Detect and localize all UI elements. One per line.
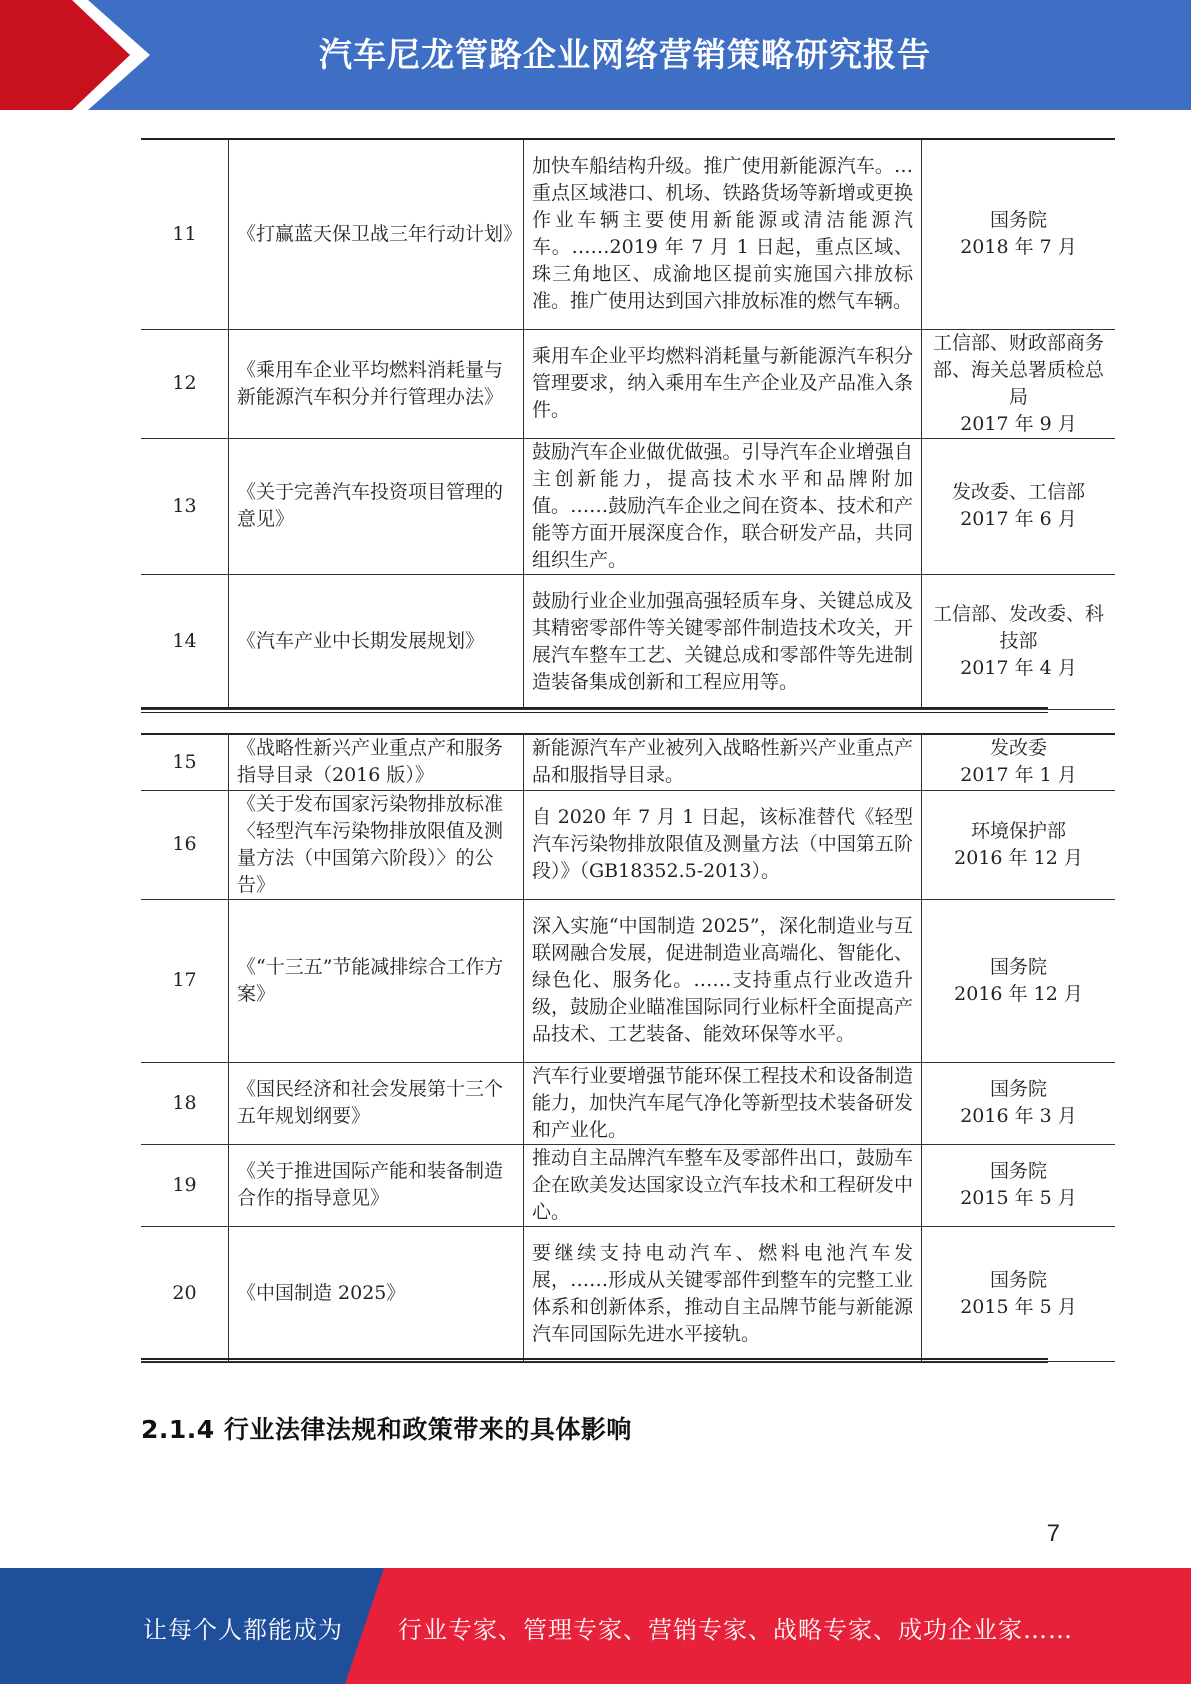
issuer: 发改委 — [989, 737, 1047, 760]
issuer-cell — [922, 438, 1116, 574]
issuer-cell — [922, 1226, 1116, 1361]
issuer-cell — [922, 574, 1116, 709]
policy-name: 《国民经济和社会发展第十三个五年规划纲要》 — [229, 1062, 524, 1144]
issue-date: 2017 年 6 月 — [960, 508, 1077, 530]
issue-date: 2017 年 4 月 — [960, 657, 1077, 679]
issuer: 工信部、财政部商务部、海关总署质检总局 — [932, 331, 1104, 408]
row-number: 12 — [141, 329, 229, 438]
table-row — [141, 899, 1115, 1062]
issuer-cell — [922, 1062, 1116, 1144]
policy-content: 深入实施“中国制造 2025”，深化制造业与互联网融合发展，促进制造业高端化、智能化、绿色化、服务化。……支持重点行业改造升级，鼓励企业瞄准国际同行业标杆全面提高产品技术、工艺装备、能效环保等水平。 — [524, 899, 922, 1062]
row-number: 20 — [141, 1226, 229, 1361]
issuer-cell — [922, 329, 1116, 438]
table-rule — [141, 1362, 1048, 1363]
issue-date: 2017 年 9 月 — [960, 412, 1077, 435]
issuer: 国务院 — [989, 955, 1047, 978]
table-row — [141, 790, 1115, 899]
table-rule — [141, 1358, 1048, 1360]
issuer-cell — [922, 899, 1116, 1062]
issuer: 环境保护部 — [970, 819, 1066, 842]
policy-name: 《关于完善汽车投资项目管理的意见》 — [229, 438, 524, 574]
issuer: 国务院 — [989, 1160, 1047, 1182]
row-number: 15 — [141, 734, 229, 790]
issuer: 国务院 — [989, 1268, 1047, 1291]
issuer: 发改委、工信部 — [951, 481, 1085, 503]
issue-date: 2016 年 12 月 — [954, 846, 1083, 869]
policy-table-part-1 — [141, 138, 1115, 710]
report-title: 汽车尼龙管路企业网络营销策略研究报告 — [319, 35, 931, 74]
table-row — [141, 438, 1115, 574]
table-rule — [141, 707, 1048, 709]
page-header — [0, 0, 1191, 110]
row-number: 14 — [141, 574, 229, 709]
issue-date: 2015 年 5 月 — [960, 1295, 1077, 1318]
issuer-cell — [922, 1144, 1116, 1226]
issuer-cell — [922, 790, 1116, 899]
footer-slogan-right: 行业专家、管理专家、营销专家、战略专家、成功企业家…… — [398, 1616, 1073, 1644]
table-row — [141, 1062, 1115, 1144]
policy-content: 乘用车企业平均燃料消耗量与新能源汽车积分管理要求，纳入乘用车生产企业及产品准入条件。 — [524, 329, 922, 438]
policy-name: 《战略性新兴产业重点产和服务指导目录（2016 版）》 — [229, 734, 524, 790]
policy-content: 推动自主品牌汽车整车及零部件出口，鼓励车企在欧美发达国家设立汽车技术和工程研发中心。 — [524, 1144, 922, 1226]
policy-name: 《关于发布国家污染物排放标准〈轻型汽车污染物排放限值及测量方法（中国第六阶段）〉的公告》 — [229, 790, 524, 899]
row-number: 19 — [141, 1144, 229, 1226]
policy-name: 《汽车产业中长期发展规划》 — [229, 574, 524, 709]
issuer: 国务院 — [989, 209, 1047, 232]
table-row — [141, 1226, 1115, 1361]
policy-name: 《打赢蓝天保卫战三年行动计划》 — [229, 139, 524, 329]
policy-name: 《乘用车企业平均燃料消耗量与新能源汽车积分并行管理办法》 — [229, 329, 524, 438]
row-number: 17 — [141, 899, 229, 1062]
table-row — [141, 329, 1115, 438]
policy-name: 《“十三五”节能减排综合工作方案》 — [229, 899, 524, 1062]
policy-content: 自 2020 年 7 月 1 日起，该标准替代《轻型汽车污染物排放限值及测量方法（中国第五阶段）》（GB18352.5-2013）。 — [524, 790, 922, 899]
policy-name: 《中国制造 2025》 — [229, 1226, 524, 1361]
issue-date: 2017 年 1 月 — [960, 764, 1077, 787]
table-row — [141, 574, 1115, 709]
page-number: 7 — [1046, 1520, 1060, 1547]
issue-date: 2016 年 3 月 — [960, 1105, 1077, 1127]
policy-content: 鼓励汽车企业做优做强。引导汽车企业增强自主创新能力，提高技术水平和品牌附加值。……鼓励汽车企业之间在资本、技术和产能等方面开展深度合作，联合研发产品，共同组织生产。 — [524, 438, 922, 574]
issue-date: 2016 年 12 月 — [954, 982, 1083, 1005]
policy-content: 鼓励行业企业加强高强轻质车身、关键总成及其精密零部件等关键零部件制造技术攻关，开展汽车整车工艺、关键总成和零部件等先进制造装备集成创新和工程应用等。 — [524, 574, 922, 709]
issuer-cell — [922, 734, 1116, 790]
policy-content: 新能源汽车产业被列入战略性新兴产业重点产品和服指导目录。 — [524, 734, 922, 790]
policy-content: 汽车行业要增强节能环保工程技术和设备制造能力，加快汽车尾气净化等新型技术装备研发和产业化。 — [524, 1062, 922, 1144]
footer-slogan-left: 让每个人都能成为 — [143, 1616, 343, 1644]
row-number: 13 — [141, 438, 229, 574]
row-number: 16 — [141, 790, 229, 899]
table-row — [141, 734, 1115, 790]
policy-table-part-2 — [141, 733, 1115, 1362]
issue-date: 2015 年 5 月 — [960, 1187, 1077, 1209]
table-row — [141, 139, 1115, 329]
issuer: 工信部、发改委、科技部 — [932, 603, 1104, 652]
row-number: 11 — [141, 139, 229, 329]
policy-content: 加快车船结构升级。推广使用新能源汽车。…重点区域港口、机场、铁路货场等新增或更换作业车辆主要使用新能源或清洁能源汽车。……2019 年 7 月 1 日起，重点区域、珠三角地区、成渝地区提前实施国六排放标准。推广使用达到国六排放标准的燃气车辆。 — [524, 139, 922, 329]
policy-content: 要继续支持电动汽车、燃料电池汽车发展，……形成从关键零部件到整车的完整工业体系和创新体系，推动自主品牌节能与新能源汽车同国际先进水平接轨。 — [524, 1226, 922, 1361]
page-footer — [0, 1568, 1191, 1684]
section-heading: 2.1.4 行业法律法规和政策带来的具体影响 — [141, 1415, 632, 1444]
row-number: 18 — [141, 1062, 229, 1144]
issuer: 国务院 — [989, 1078, 1047, 1100]
issuer-cell — [922, 139, 1116, 329]
table-rule — [141, 712, 1048, 713]
policy-name: 《关于推进国际产能和装备制造合作的指导意见》 — [229, 1144, 524, 1226]
issue-date: 2018 年 7 月 — [960, 236, 1077, 259]
table-row — [141, 1144, 1115, 1226]
